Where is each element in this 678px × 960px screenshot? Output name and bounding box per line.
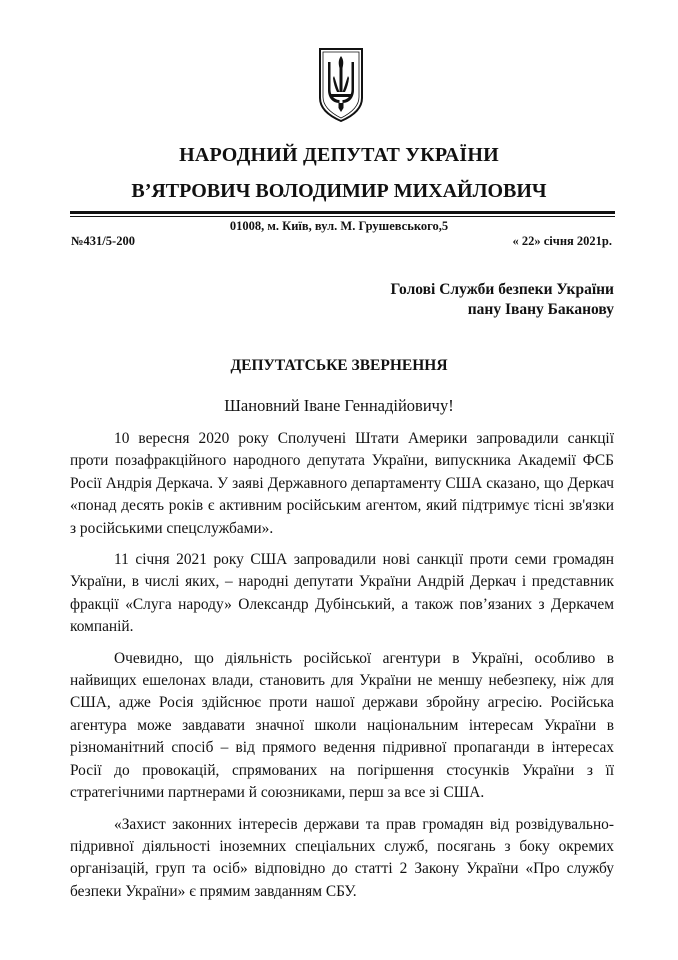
ukraine-trident-icon bbox=[318, 48, 364, 122]
salutation: Шановний Іване Геннадійовичу! bbox=[224, 396, 454, 415]
header-divider-thin bbox=[70, 216, 615, 217]
recipient-block bbox=[391, 280, 614, 320]
office-address: 01008, м. Київ, вул. М. Грушевського,5 bbox=[229, 219, 449, 233]
deputy-name: В’ЯТРОВИЧ ВОЛОДИМИР МИХАЙЛОВИЧ bbox=[131, 180, 547, 202]
body-paragraph: 11 січня 2021 року США запровадили нові санкції проти семи громадян України, в числі яких, – народні депутати України Андрій Деркач і представник фракції «Слуга народу» Олександр Дубінський, а також пов’язаних з Деркачем компаній. bbox=[70, 551, 614, 636]
recipient-position: Голові Служби безпеки України bbox=[390, 281, 614, 298]
letter-body bbox=[70, 428, 614, 912]
deputy-title: НАРОДНИЙ ДЕПУТАТ УКРАЇНИ bbox=[179, 144, 499, 166]
letter-date: « 22» січня 2021р. bbox=[512, 234, 612, 248]
reference-number: №431/5-200 bbox=[71, 234, 135, 248]
body-paragraph: «Захист законних інтересів держави та прав громадян від розвідувально-підривної діяльності іноземних спеціальних служб, посягань з боку окремих організацій, груп та осіб» відповідно до статті 2 Закону України «Про службу безпеки України» є прямим завданням СБУ. bbox=[70, 815, 614, 900]
header-divider-thick bbox=[70, 211, 615, 214]
recipient-name: пану Івану Баканову bbox=[467, 301, 614, 318]
body-paragraph: 10 вересня 2020 року Сполучені Штати Америки запровадили санкції проти позафракційного народного депутата України, випускника Академії ФСБ Росії Андрія Деркача. У заяві Державного департаменту США сказано, що Деркач «понад десять років є активним російським агентом, який підтримує тісні зв'язки з російськими спецслужбами». bbox=[70, 430, 614, 537]
document-title: ДЕПУТАТСЬКЕ ЗВЕРНЕННЯ bbox=[230, 357, 448, 374]
body-paragraph: Очевидно, що діяльність російської агентури в Україні, особливо в найвищих ешелонах влади, становить для України не меншу небезпеку, ніж для США, адже Росія здійснює проти нашої держави збройну агресію. Російська агентура може завдавати значної школи національним інтересам України в різноманітний спосіб – від прямого ведення підривної пропаганди в інтересах Росії до провокацій, спрямованих на погіршення стосунків України з її стратегічними партнерами й союзниками, перш за все зі США. bbox=[70, 649, 614, 802]
